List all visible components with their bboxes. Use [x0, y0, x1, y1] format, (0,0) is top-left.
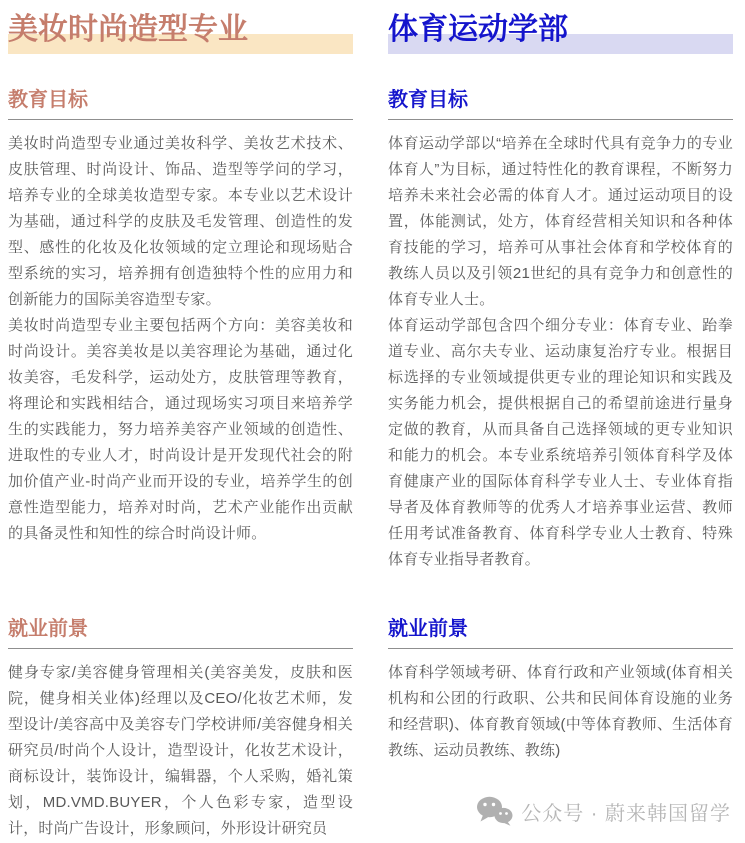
divider-line — [8, 648, 353, 649]
beauty-employment-paragraph: 健身专家/美容健身管理相关(美容美发，皮肤和医院，健身相关业体)经理以及CEO/化妆艺术师，发型设计/美容高中及美容专门学校讲师/美容健身相关研究员/时尚个人设计，造型设计，化妆艺术设计，商标设计，装饰设计，编辑器，个人采购，婚礼策划，MD.VMD.BUYER，个人色彩专家，造型设计，时尚广告设计，形象顾问，外形设计研究员 — [8, 664, 353, 837]
sports-employment-heading: 就业前景 — [388, 618, 468, 640]
sports-employment-section — [388, 617, 733, 764]
divider-line — [8, 119, 353, 120]
wechat-icon — [476, 796, 513, 826]
divider-line — [388, 119, 733, 120]
divider-line — [388, 648, 733, 649]
sports-employment-paragraph: 体育科学领域考研、体育行政和产业领域(体育相关机构和公团的行政职、公共和民间体育设施的业务和经营职)、体育教育领域(中等体育教师、生活体育教练、运动员教练、教练) — [388, 664, 733, 759]
sports-education-section — [388, 10, 733, 573]
sports-education-heading: 教育目标 — [388, 89, 468, 111]
beauty-education-paragraph: 美妆时尚造型专业主要包括两个方向：美容美妆和时尚设计。美容美妆是以美容理论为基础，通过化妆美容，毛发科学，运动处方，皮肤管理等教育，将理论和实践相结合，通过现场实习项目来培养学生的实践能力，努力培养美容产业领域的创造性、进取性的专业人才，时尚设计是开发现代社会的附加价值产业-时尚产业而开设的专业，培养学生的创意性造型能力，培养对时尚，艺术产业能作出贡献的具备灵性和知性的综合时尚设计师。 — [8, 317, 353, 542]
beauty-education-paragraph: 美妆时尚造型专业通过美妆科学、美妆艺术技术、皮肤管理、时尚设计、饰品、造型等学问的学习，培养专业的全球美妆造型专家。本专业以艺术设计为基础，通过科学的皮肤及毛发管理、创造性的发型、感性的化妆及化妆领域的定立理论和现场贴合型系统的实习，培养拥有创造独特个性的应用力和创新能力的国际美容造型专家。 — [8, 135, 353, 308]
watermark-text: 公众号 · 蔚来韩国留学 — [521, 802, 731, 825]
sports-education-paragraph: 体育运动学部以“培养在全球时代具有竞争力的专业体育人”为目标，通过特性化的教育课程，不断努力培养未来社会必需的体育人才。通过运动项目的设置，体能测试，处方，体育经营相关知识和各种体育技能的学习，培养可从事社会体育和学校体育的教练人员以及引领21世纪的具有竞争力和创意性的体育专业人士。 — [388, 135, 733, 308]
beauty-employment-heading: 就业前景 — [8, 618, 88, 640]
beauty-title: 美妆时尚造型专业 — [8, 13, 248, 46]
sports-education-paragraph: 体育运动学部包含四个细分专业：体育专业、跆拳道专业、高尔夫专业、运动康复治疗专业。根据目标选择的专业领域提供更专业的理论知识和实践及实务能力机会，提供根据自己的希望前途进行量身定做的教育，从而具备自己选择领域的更专业知识和能力的机会。本专业系统培养引领体育科学及体育健康产业的国际体育科学专业人士、专业体育指导者及体育教师等的优秀人才培养事业运营、教师任用考试准备教育、体育科学专业人士教育、特殊体育专业指导者教育。 — [388, 317, 733, 568]
beauty-header — [8, 10, 353, 54]
beauty-education-heading: 教育目标 — [8, 89, 88, 111]
beauty-employment-section — [8, 617, 353, 842]
sports-header — [388, 10, 733, 54]
wechat-watermark — [476, 796, 731, 826]
sports-title: 体育运动学部 — [388, 13, 568, 46]
beauty-education-section — [8, 10, 353, 547]
